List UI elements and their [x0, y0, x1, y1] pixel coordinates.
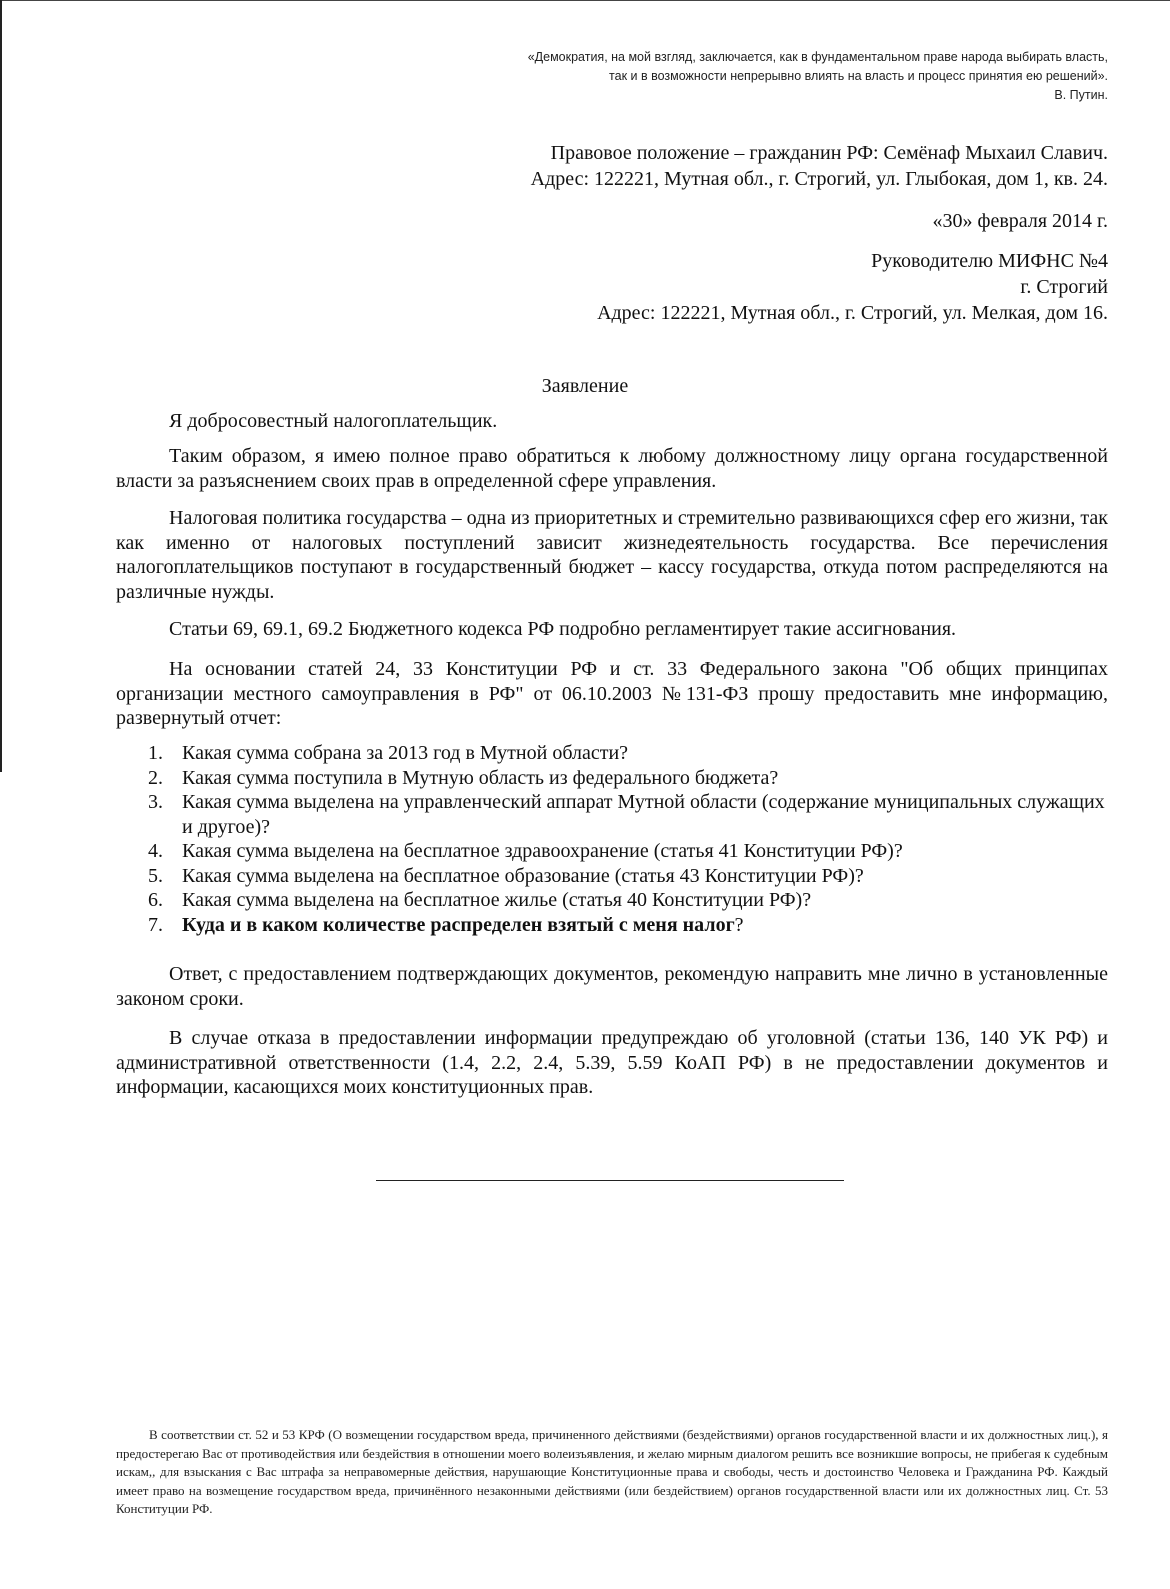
list-item-number: 1. [148, 742, 163, 764]
paragraph-text: В случае отказа в предоставлении информации предупреждаю об уголовной (статьи 136, 140 УК РФ) и административной ответственности (1.4, 2.2, 2.4, 5.39, 5.59 КоАП РФ) в не предоставлении документов и информации, касающихся моих конституционных прав. [116, 1027, 1108, 1098]
paragraph-text: Налоговая политика государства – одна из приоритетных и стремительно развивающихся сфер его жизни, так как именно от налоговых поступлений зависит жизнедеятельность государства. Все перечисления налогоплательщиков поступают в государственный бюджет – кассу государства, откуда потом распределяются на различные нужды. [116, 507, 1108, 603]
paragraph-request [116, 657, 1108, 731]
list-item [146, 741, 1106, 766]
paragraph-text: На основании статей 24, 33 Конституции РФ и ст. 33 Федерального закона "Об общих принципах организации местного самоуправления в РФ" от 06.10.2003 №131-ФЗ прошу предоставить мне информацию, развернутый отчет: [116, 658, 1108, 729]
list-item-text: Какая сумма выделена на бесплатное жилье (статья 40 Конституции РФ)? [182, 889, 812, 911]
paragraph-warning [116, 1026, 1108, 1100]
footnote-text: В соответствии ст. 52 и 53 КРФ (О возмещении государством вреда, причиненного действиями (бездействиями) органов государственной власти и их должностных лиц.), я предостерегаю Вас от противодействия или бездействия в отношении моего волеизъявления, и желаю мирным диалогом решить все возникшие вопросы, не прибегая к судебным искам,, для взыскания с Вас штрафа за неправомерные действия, нарушающие Конституционные права и свободы, честь и достоинство Человека и Гражданина РФ. Каждый имеет право на возмещение государством вреда, причинённого незаконными действиями (или бездействием) органов государственной власти или их должностных лиц. Ст. 53 Конституции РФ. [116, 1427, 1108, 1516]
recipient-city: г. Строгий [1020, 276, 1108, 298]
list-item-number: 5. [148, 864, 163, 887]
signature-line [376, 1180, 844, 1181]
list-item [146, 839, 1106, 864]
epigraph [408, 48, 1108, 105]
page-top-border [0, 0, 1170, 1]
paragraph-intro [116, 409, 1108, 434]
paragraph-tax-policy [116, 506, 1108, 604]
epigraph-line-2: так и в возможности непрерывно влиять на власть и процесс принятия ею решений». [609, 69, 1108, 83]
sender-status: Правовое положение – гражданин РФ: Семёнаф Мыхаил Славич. [550, 142, 1108, 164]
list-item-text: Какая сумма выделена на бесплатное здравоохранение (статья 41 Конституции РФ)? [182, 840, 903, 862]
paragraph-text: Ответ, с предоставлением подтверждающих документов, рекомендую направить мне лично в установленные законом сроки. [116, 963, 1108, 1010]
paragraph-answer-request [116, 962, 1108, 1011]
footnote [116, 1426, 1108, 1519]
recipient-position: Руководителю МИФНС №4 [871, 250, 1108, 272]
sender-address: Адрес: 122221, Мутная обл., г. Строгий, ул. Глыбокая, дом 1, кв. 24. [530, 168, 1108, 190]
list-item-number: 6. [148, 889, 163, 911]
epigraph-line-1: «Демократия, на мой взгляд, заключается, как в фундаментальном праве народа выбирать власть, [527, 50, 1108, 64]
list-item-text: Какая сумма выделена на бесплатное образование (статья 43 Конституции РФ)? [182, 864, 864, 887]
recipient-address: Адрес: 122221, Мутная обл., г. Строгий, ул. Мелкая, дом 16. [597, 302, 1108, 324]
list-item-text: Какая сумма поступила в Мутную область из федерального бюджета? [182, 766, 779, 789]
list-item [146, 864, 1106, 889]
list-item-text: Какая сумма выделена на управленческий аппарат Мутной области (содержание муниципальных служащих и другое)? [182, 791, 1105, 838]
paragraph-right [116, 444, 1108, 493]
list-item-text: Какая сумма собрана за 2013 год в Мутной области? [182, 742, 629, 764]
list-item-text-bold: Куда и в каком количестве распределен взятый с меня налог [182, 913, 735, 936]
list-item-number: 4. [148, 840, 163, 862]
document-title: Заявление [541, 375, 629, 397]
paragraph-text: Таким образом, я имею полное право обратиться к любому должностному лицу органа государственной власти за разъяснением своих прав в определенной сфере управления. [116, 445, 1108, 492]
list-item-number: 2. [148, 766, 163, 789]
recipient-block [308, 248, 1108, 326]
document-date: «30» февраля 2014 г. [932, 210, 1108, 232]
list-item-number: 3. [148, 791, 163, 813]
epigraph-author: В. Путин. [1054, 88, 1108, 102]
list-item [146, 790, 1106, 839]
paragraph-text: Статьи 69, 69.1, 69.2 Бюджетного кодекса РФ подробно регламентирует такие ассигнования. [169, 618, 957, 640]
list-item [146, 913, 1106, 938]
sender-block [308, 140, 1108, 192]
list-item-number: 7. [148, 913, 163, 936]
list-item-tail: ? [734, 913, 744, 936]
question-list [146, 741, 1106, 937]
paragraph-budget-code [116, 617, 1108, 642]
paragraph-text: Я добросовестный налогоплательщик. [169, 410, 498, 432]
list-item [146, 888, 1106, 913]
list-item [146, 766, 1106, 791]
